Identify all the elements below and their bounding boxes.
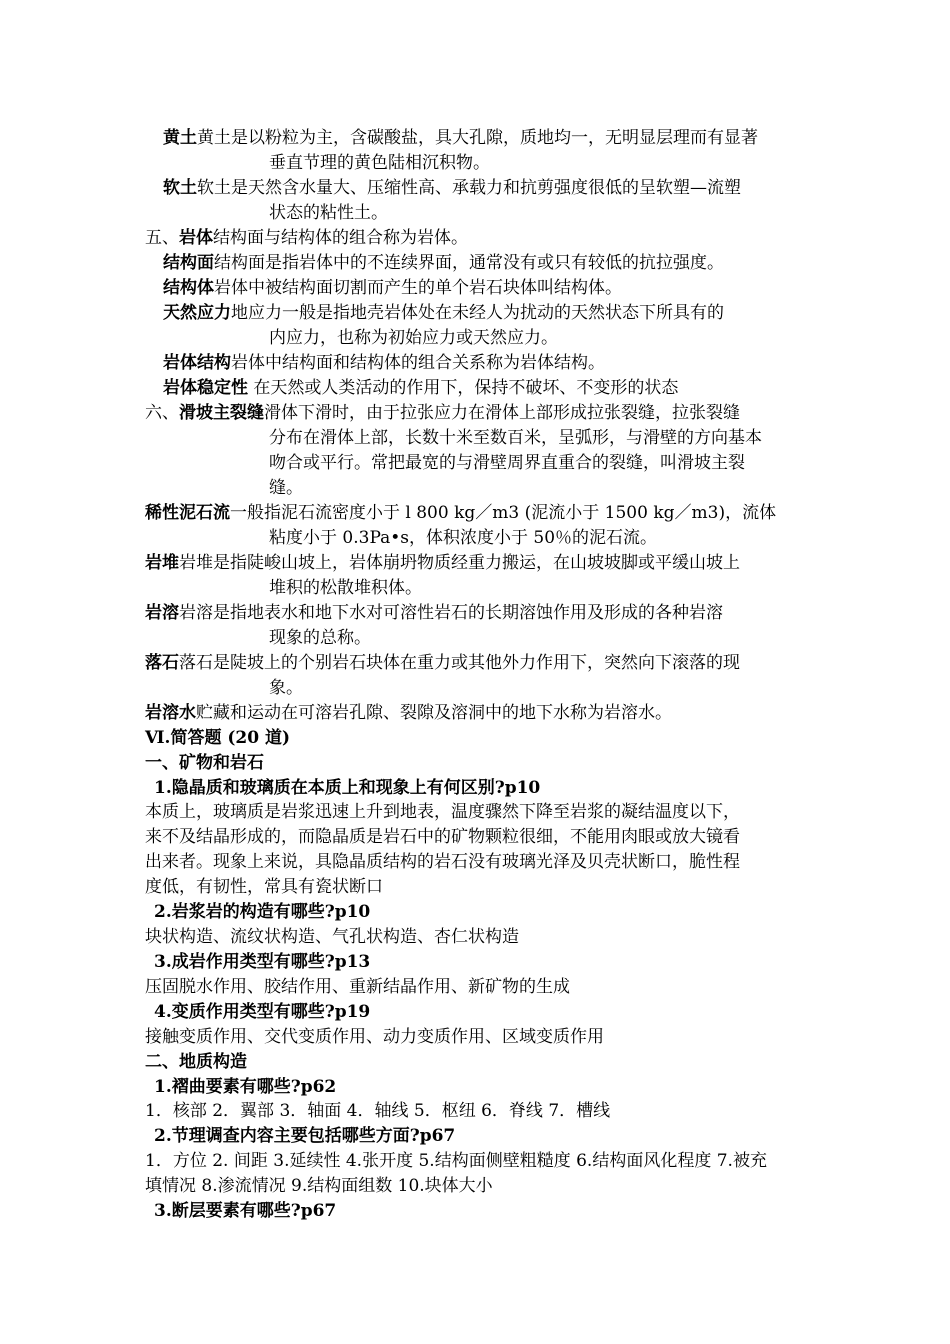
definition-rockfall-text-2: 象。	[269, 678, 303, 698]
definition-karst-text-2: 现象的总称。	[269, 628, 371, 648]
definition-rock-structure-text: 岩体中结构面和结构体的组合关系称为岩体结构。	[231, 353, 605, 373]
definition-karst-water	[145, 701, 672, 725]
section-five-rock-mass	[145, 226, 468, 250]
term-rock-mass: 岩体	[179, 228, 213, 248]
definition-structural-plane-text: 结构面是指岩体中的不连续界面，通常没有或只有较低的抗拉强度。	[214, 253, 724, 273]
question-2-3: 3.断层要素有哪些?p67	[154, 1201, 337, 1221]
term-rock-structure: 岩体结构	[163, 353, 231, 373]
answer-1-1-line-4: 度低，有韧性，常具有瓷状断口	[145, 877, 383, 897]
definition-karst-water-text: 贮藏和运动在可溶岩孔隙、裂隙及溶洞中的地下水称为岩溶水。	[196, 703, 672, 723]
section-six-landslide-crack	[145, 401, 740, 425]
answer-1-2: 块状构造、流纹状构造、气孔状构造、杏仁状构造	[145, 927, 519, 947]
term-talus: 岩堆	[145, 553, 179, 573]
answer-1-1-line-3: 出来者。现象上来说，具隐晶质结构的岩石没有玻璃光泽及贝壳状断口，脆性程	[145, 852, 740, 872]
definition-natural-stress-text-1: 地应力一般是指地壳岩体处在未经人为扰动的天然状态下所具有的	[231, 303, 724, 323]
definition-soft-soil-text-2: 状态的粘性土。	[269, 203, 388, 223]
definition-landslide-crack-text-3: 吻合或平行。常把最宽的与滑壁周界直重合的裂缝，叫滑坡主裂	[269, 453, 745, 473]
definition-landslide-crack-text-1: 滑体下滑时，由于拉张应力在滑体上部形成拉张裂缝，拉张裂缝	[264, 403, 740, 423]
term-rockfall: 落石	[145, 653, 179, 673]
definition-talus-text-1: 岩堆是指陡峻山坡上，岩体崩坍物质经重力搬运，在山坡坡脚或平缓山坡上	[179, 553, 740, 573]
definition-landslide-crack-text-2: 分布在滑体上部，长数十米至数百米，呈弧形，与滑壁的方向基本	[269, 428, 762, 448]
definition-karst	[145, 601, 723, 625]
term-rock-stability: 岩体稳定性	[163, 378, 248, 398]
part-six-heading: Ⅵ.简答题 (20 道)	[145, 728, 291, 748]
definition-rock-structure	[163, 351, 605, 375]
definition-structural-body-text: 岩体中被结构面切割而产生的单个岩石块体叫结构体。	[214, 278, 622, 298]
answer-1-4: 接触变质作用、交代变质作用、动力变质作用、区域变质作用	[145, 1027, 604, 1047]
definition-rockfall-text-1: 落石是陡坡上的个别岩石块体在重力或其他外力作用下，突然向下滚落的现	[179, 653, 740, 673]
definition-debris-flow-text-2: 粘度小于 0.3Pa•s，体积浓度小于 50％的泥石流。	[269, 528, 658, 548]
definition-talus-text-2: 堆积的松散堆积体。	[269, 578, 422, 598]
term-debris-flow: 稀性泥石流	[145, 503, 230, 523]
definition-karst-text-1: 岩溶是指地表水和地下水对可溶性岩石的长期溶蚀作用及形成的各种岩溶	[179, 603, 723, 623]
section-six-number: 六、	[145, 403, 179, 423]
definition-loess-text-1: 黄土是以粉粒为主，含碳酸盐，具大孔隙，质地均一，无明显层理而有显著	[197, 128, 758, 148]
definition-rockfall	[145, 651, 740, 675]
term-natural-stress: 天然应力	[163, 303, 231, 323]
definition-soft-soil	[163, 176, 741, 200]
section-five-number: 五、	[145, 228, 179, 248]
term-structural-body: 结构体	[163, 278, 214, 298]
definition-rock-mass-text: 结构面与结构体的组合称为岩体。	[213, 228, 468, 248]
part-two-heading: 二、地质构造	[145, 1052, 247, 1072]
definition-structural-plane	[163, 251, 724, 275]
question-1-4: 4.变质作用类型有哪些?p19	[154, 1002, 371, 1022]
definition-loess-text-2: 垂直节理的黄色陆相沉积物。	[269, 153, 490, 173]
definition-rock-stability-text: 在天然或人类活动的作用下，保持不破坏、不变形的状态	[248, 378, 679, 398]
definition-rock-stability	[163, 376, 678, 400]
question-1-3: 3.成岩作用类型有哪些?p13	[154, 952, 371, 972]
question-1-1: 1.隐晶质和玻璃质在本质上和现象上有何区别?p10	[154, 778, 541, 798]
definition-soft-soil-text-1: 软土是天然含水量大、压缩性高、承载力和抗剪强度很低的呈软塑—流塑	[197, 178, 741, 198]
definition-structural-body	[163, 276, 622, 300]
definition-talus	[145, 551, 740, 575]
answer-1-1-line-2: 来不及结晶形成的，而隐晶质是岩石中的矿物颗粒很细，不能用肉眼或放大镜看	[145, 827, 740, 847]
answer-2-2-line-1: 1．方位 2. 间距 3.延续性 4.张开度 5.结构面侧壁粗糙度 6.结构面风化程度 7.被充	[145, 1151, 767, 1171]
term-karst-water: 岩溶水	[145, 703, 196, 723]
answer-1-3: 压固脱水作用、胶结作用、重新结晶作用、新矿物的生成	[145, 977, 570, 997]
term-landslide-crack: 滑坡主裂缝	[179, 403, 264, 423]
answer-1-1-line-1: 本质上，玻璃质是岩浆迅速上升到地表，温度骤然下降至岩浆的凝结温度以下，	[145, 802, 740, 822]
question-2-2: 2.节理调查内容主要包括哪些方面?p67	[154, 1126, 456, 1146]
term-karst: 岩溶	[145, 603, 179, 623]
question-1-2: 2.岩浆岩的构造有哪些?p10	[154, 902, 371, 922]
definition-debris-flow	[145, 501, 776, 525]
definition-landslide-crack-text-4: 缝。	[269, 478, 303, 498]
term-loess: 黄土	[163, 128, 197, 148]
term-structural-plane: 结构面	[163, 253, 214, 273]
answer-2-1: 1．核部 2．翼部 3．轴面 4．轴线 5．枢纽 6．脊线 7．槽线	[145, 1101, 611, 1121]
term-soft-soil: 软土	[163, 178, 197, 198]
part-one-heading: 一、矿物和岩石	[145, 753, 264, 773]
answer-2-2-line-2: 填情况 8.渗流情况 9.结构面组数 10.块体大小	[145, 1176, 493, 1196]
definition-loess	[163, 126, 758, 150]
definition-debris-flow-text-1: 一般指泥石流密度小于 l 800 kg／m3 (泥流小于 1500 kg／m3)，流体	[230, 503, 777, 523]
definition-natural-stress-text-2: 内应力，也称为初始应力或天然应力。	[269, 328, 558, 348]
question-2-1: 1.褶曲要素有哪些?p62	[154, 1077, 337, 1097]
definition-natural-stress	[163, 301, 724, 325]
